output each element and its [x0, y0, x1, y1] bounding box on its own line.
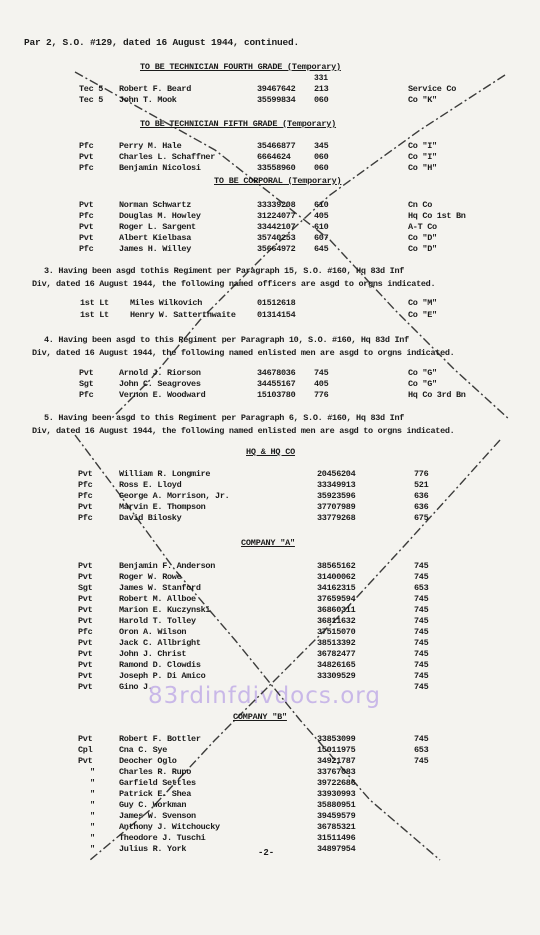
serial: 33442107	[257, 222, 296, 232]
name: Deocher Oglo	[119, 756, 177, 766]
serial: 36860311	[317, 605, 356, 615]
name: Charles R. Rupo	[119, 767, 192, 777]
rank: Cpl	[78, 745, 93, 755]
rank: Pvt	[79, 368, 94, 378]
unit: Hq Co 3rd Bn	[408, 390, 466, 400]
unit: Co "M"	[408, 298, 437, 308]
serial: 38513392	[317, 638, 356, 648]
rank: Sgt	[78, 583, 93, 593]
serial: 31224077	[257, 211, 296, 221]
rank: "	[90, 833, 95, 843]
name: John T. Mook	[119, 95, 177, 105]
serial: 33309529	[317, 671, 356, 681]
mos: 653	[414, 583, 429, 593]
mos: 745	[414, 561, 429, 571]
name: Benjamin F. Anderson	[119, 561, 216, 571]
name: Julius R. York	[119, 844, 187, 854]
rank: Pvt	[78, 638, 93, 648]
rank: Pvt	[78, 469, 93, 479]
name: James H. Willey	[119, 244, 192, 254]
mos: 610	[314, 222, 329, 232]
rank: Pvt	[78, 561, 93, 571]
mos: 745	[414, 671, 429, 681]
para5-line1: 5. Having been asgd to this Regiment per Paragraph 6, S.O. #160, Hq 83d Inf	[44, 413, 405, 423]
name: Marvin E. Thompson	[119, 502, 206, 512]
serial: 35740253	[257, 233, 296, 243]
mos: 745	[414, 594, 429, 604]
rank: Pvt	[78, 594, 93, 604]
rank: "	[90, 800, 95, 810]
mos: 636	[414, 491, 429, 501]
unit: Co "I"	[408, 152, 437, 162]
name: Theodore J. Tuschi	[119, 833, 206, 843]
rank: Pfc	[79, 390, 94, 400]
rank: Pfc	[78, 480, 93, 490]
rank: "	[90, 822, 95, 832]
name: Douglas M. Howley	[119, 211, 201, 221]
unit: Hq Co 1st Bn	[408, 211, 466, 221]
rank: Tec 5	[79, 84, 104, 94]
serial: 37707989	[317, 502, 356, 512]
name: Jack C. Allbright	[119, 638, 201, 648]
name: James W. Stanford	[119, 583, 201, 593]
mos: 521	[414, 480, 429, 490]
mos: 060	[314, 95, 329, 105]
serial: 36782477	[317, 649, 356, 659]
serial: 01314154	[257, 310, 296, 320]
para3-line1: 3. Having been asgd tothis Regiment per Paragraph 15, S.O. #160, Hq 83d Inf	[44, 266, 405, 276]
para3-line2: Div, dated 16 August 1944, the following named officers are asgd to orgns indicated.	[32, 279, 436, 289]
name: Albert Kielbasa	[119, 233, 192, 243]
name: Vernon E. Woodward	[119, 390, 206, 400]
mos: 607	[314, 233, 329, 243]
rank: 1st Lt	[80, 298, 109, 308]
serial: 38565162	[317, 561, 356, 571]
mos: 745	[414, 734, 429, 744]
name: Cna C. Sye	[119, 745, 168, 755]
para4-line1: 4. Having been asgd to this Regiment per Paragraph 10, S.O. #160, Hq 83d Inf	[44, 335, 409, 345]
rank: 1st Lt	[80, 310, 109, 320]
para5-line2: Div, dated 16 August 1944, the following named enlisted men are asgd to orgns indicated.	[32, 426, 455, 436]
serial: 37659594	[317, 594, 356, 604]
rank: Pvt	[78, 734, 93, 744]
strike-line-3	[75, 435, 440, 860]
serial: 20456204	[317, 469, 356, 479]
serial: 31511496	[317, 833, 356, 843]
name: Benjamin Nicolosi	[119, 163, 201, 173]
serial: 33339208	[257, 200, 296, 210]
mos: 060	[314, 152, 329, 162]
unit: Co "G"	[408, 379, 437, 389]
mos: 745	[414, 638, 429, 648]
name: Robert M. Allboe	[119, 594, 196, 604]
rank: Pvt	[79, 152, 94, 162]
serial: 33558960	[257, 163, 296, 173]
mos: 610	[314, 200, 329, 210]
rank: Pvt	[78, 671, 93, 681]
rank: Pvt	[79, 222, 94, 232]
name: Garfield Settles	[119, 778, 196, 788]
rank: Pvt	[78, 756, 93, 766]
serial: 33853099	[317, 734, 356, 744]
watermark: 83rdinfdivdocs.org	[148, 683, 381, 709]
name: Robert F. Beard	[119, 84, 192, 94]
mos: 745	[414, 605, 429, 615]
unit: Co "D"	[408, 233, 437, 243]
rank: Pvt	[78, 616, 93, 626]
rank: Pvt	[78, 649, 93, 659]
unit: Co "I"	[408, 141, 437, 151]
strike-line-1	[75, 72, 510, 420]
rank: Tec 5	[79, 95, 104, 105]
name: Arnold J. Riorson	[119, 368, 201, 378]
rank: "	[90, 767, 95, 777]
name: Marion E. Kuczynski	[119, 605, 211, 615]
name: Ross E. Lloyd	[119, 480, 182, 490]
tec4-extra-mos: 331	[314, 74, 328, 83]
unit: A-T Co	[408, 222, 437, 232]
serial: 33767083	[317, 767, 356, 777]
serial: 35599834	[257, 95, 296, 105]
unit: Co "H"	[408, 163, 437, 173]
mos: 745	[414, 572, 429, 582]
mos: 776	[314, 390, 329, 400]
unit: Co "E"	[408, 310, 437, 320]
mos: 060	[314, 163, 329, 173]
page-number: -2-	[258, 848, 275, 858]
name: Harold T. Tolley	[119, 616, 196, 626]
serial: 37515070	[317, 627, 356, 637]
name: Roger L. Sargent	[119, 222, 196, 232]
unit: Cn Co	[408, 200, 433, 210]
serial: 36811632	[317, 616, 356, 626]
rank: Pfc	[78, 491, 93, 501]
rank: Pvt	[79, 233, 94, 243]
name: Miles Wilkovich	[130, 298, 203, 308]
mos: 345	[314, 141, 329, 151]
unit: Co "G"	[408, 368, 437, 378]
unit: Service Co	[408, 84, 457, 94]
serial: 15103780	[257, 390, 296, 400]
rank: Pfc	[79, 211, 94, 221]
mos: 645	[314, 244, 329, 254]
name: David Bilosky	[119, 513, 182, 523]
rank: "	[90, 778, 95, 788]
name: Guy C. Workman	[119, 800, 187, 810]
name: William R. Longmire	[119, 469, 211, 479]
unit: Co "K"	[408, 95, 437, 105]
name: Roger W. Rowe	[119, 572, 182, 582]
serial: 35664972	[257, 244, 296, 254]
serial: 31400062	[317, 572, 356, 582]
strike-line-2	[110, 75, 505, 420]
cob-heading: COMPANY "B"	[233, 712, 287, 722]
name: John J. Christ	[119, 649, 187, 659]
name: Patrick E. Shea	[119, 789, 192, 799]
rank: Pfc	[78, 513, 93, 523]
serial: 39459579	[317, 811, 356, 821]
serial: 34455167	[257, 379, 296, 389]
mos: 776	[414, 469, 429, 479]
serial: 6664624	[257, 152, 291, 162]
mos: 636	[414, 502, 429, 512]
serial: 34826165	[317, 660, 356, 670]
rank: Pvt	[78, 502, 93, 512]
mos: 745	[314, 368, 329, 378]
strike-line-4	[90, 440, 500, 860]
header-line: Par 2, S.O. #129, dated 16 August 1944, continued.	[24, 37, 300, 48]
name: Perry M. Hale	[119, 141, 182, 151]
hq-heading: HQ & HQ CO	[246, 447, 296, 457]
rank: "	[90, 844, 95, 854]
mos: 745	[414, 756, 429, 766]
mos: 745	[414, 649, 429, 659]
serial: 33779268	[317, 513, 356, 523]
rank: "	[90, 789, 95, 799]
mos: 745	[414, 627, 429, 637]
rank: Pfc	[79, 244, 94, 254]
name: James W. Svenson	[119, 811, 196, 821]
rank: Pvt	[78, 682, 93, 692]
mos: 745	[414, 616, 429, 626]
serial: 34897954	[317, 844, 356, 854]
cpl-heading: TO BE CORPORAL (Temporary)	[214, 176, 342, 186]
rank: Pvt	[79, 200, 94, 210]
name: Anthony J. Witchoucky	[119, 822, 220, 832]
rank: Pfc	[78, 627, 93, 637]
mos: 745	[414, 682, 429, 692]
rank: Pvt	[78, 605, 93, 615]
serial: 33930993	[317, 789, 356, 799]
name: Joseph P. Di Amico	[119, 671, 206, 681]
serial: 34921787	[317, 756, 356, 766]
unit: Co "D"	[408, 244, 437, 254]
name: Charles L. Schaffner	[119, 152, 216, 162]
mos: 653	[414, 745, 429, 755]
name: John C. Seagroves	[119, 379, 201, 389]
serial: 35923596	[317, 491, 356, 501]
serial: 34678036	[257, 368, 296, 378]
mos: 405	[314, 379, 329, 389]
rank: Pvt	[78, 572, 93, 582]
name: Oron A. Wilson	[119, 627, 187, 637]
name: Gino J.	[119, 682, 153, 692]
serial: 36785321	[317, 822, 356, 832]
serial: 35466877	[257, 141, 296, 151]
rank: Pfc	[79, 141, 94, 151]
mos: 405	[314, 211, 329, 221]
tec4-heading: TO BE TECHNICIAN FOURTH GRADE (Temporary)	[140, 62, 341, 72]
serial: 34162315	[317, 583, 356, 593]
serial: 39722686	[317, 778, 356, 788]
mos: 213	[314, 84, 329, 94]
para4-line2: Div, dated 16 August 1944, the following named enlisted men are asgd to orgns indicated.	[32, 348, 455, 358]
tec5-heading: TO BE TECHNICIAN FIFTH GRADE (Temporary)	[140, 119, 337, 129]
name: Norman Schwartz	[119, 200, 192, 210]
name: Ramond D. Clowdis	[119, 660, 201, 670]
serial: 15011975	[317, 745, 356, 755]
serial: 39467642	[257, 84, 296, 94]
serial: 35880951	[317, 800, 356, 810]
mos: 675	[414, 513, 429, 523]
rank: Pfc	[79, 163, 94, 173]
coa-heading: COMPANY "A"	[241, 538, 295, 548]
name: Robert F. Bottler	[119, 734, 201, 744]
name: Henry W. Satterthwaite	[130, 310, 236, 320]
rank: "	[90, 811, 95, 821]
serial: 01512618	[257, 298, 296, 308]
name: George A. Morrison, Jr.	[119, 491, 230, 501]
rank: Sgt	[79, 379, 94, 389]
serial: 33349913	[317, 480, 356, 490]
mos: 745	[414, 660, 429, 670]
rank: Pvt	[78, 660, 93, 670]
